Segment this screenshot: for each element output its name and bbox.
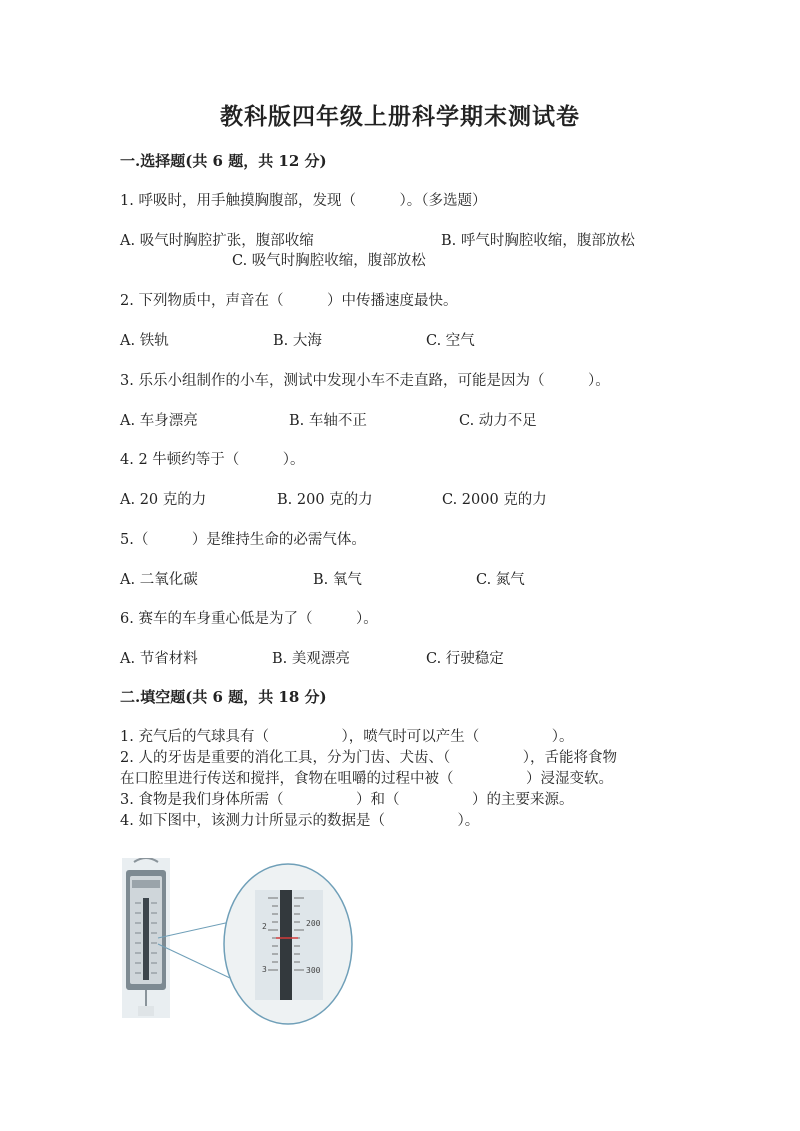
q5-option-c: C. 氮气 (476, 572, 525, 588)
q6-option-c: C. 行驶稳定 (426, 651, 504, 667)
scale-right-label-200: 200 (306, 919, 321, 928)
fill-line-2: 2. 人的牙齿是重要的消化工具，分为门齿、犬齿、（ ），舌能将食物 (120, 750, 617, 766)
q4-option-b: B. 200 克的力 (277, 492, 373, 508)
question-3: 3. 乐乐小组制作的小车，测试中发现小车不走直路，可能是因为（ ）。 (120, 373, 610, 389)
q1-option-b: B. 呼气时胸腔收缩，腹部放松 (441, 233, 635, 249)
scale-right-label-300: 300 (306, 966, 321, 975)
question-2: 2. 下列物质中，声音在（ ）中传播速度最快。 (120, 293, 458, 309)
scale-left-label-3: 3 (262, 965, 267, 974)
q6-option-b: B. 美观漂亮 (272, 651, 350, 667)
magnified-scale-view (224, 864, 352, 1024)
q4-option-a: A. 20 克的力 (120, 492, 207, 508)
section-2-heading: 二.填空题(共 6 题，共 18 分) (120, 688, 327, 706)
question-1: 1. 呼吸时，用手触摸胸腹部，发现（ ）。（多选题） (120, 193, 487, 209)
fill-line-5: 4. 如下图中，该测力计所显示的数据是（ ）。 (120, 813, 480, 829)
question-4: 4. 2 牛顿约等于（ ）。 (120, 452, 305, 468)
fill-line-4: 3. 食物是我们身体所需（ ）和（ ）的主要来源。 (120, 792, 574, 808)
q2-option-a: A. 铁轨 (120, 333, 169, 349)
q3-option-a: A. 车身漂亮 (120, 413, 198, 429)
q4-option-c: C. 2000 克的力 (442, 492, 547, 508)
spring-scale-illustration (122, 858, 170, 1018)
scale-left-label-2: 2 (262, 922, 267, 931)
q2-option-b: B. 大海 (273, 333, 322, 349)
fill-line-1: 1. 充气后的气球具有（ ），喷气时可以产生（ ）。 (120, 729, 574, 745)
q6-option-a: A. 节省材料 (120, 651, 198, 667)
section-1-heading: 一.选择题(共 6 题，共 12 分) (120, 152, 327, 170)
question-5: 5.（ ）是维持生命的必需气体。 (120, 532, 366, 548)
q5-option-b: B. 氧气 (313, 572, 362, 588)
q3-option-c: C. 动力不足 (459, 413, 537, 429)
q2-option-c: C. 空气 (426, 333, 475, 349)
spring-scale-figure (118, 858, 358, 1030)
fill-line-3: 在口腔里进行传送和搅拌，食物在咀嚼的过程中被（ ）浸湿变软。 (120, 771, 613, 787)
q1-option-c: C. 吸气时胸腔收缩，腹部放松 (232, 253, 426, 269)
question-6: 6. 赛车的车身重心低是为了（ ）。 (120, 611, 378, 627)
q3-option-b: B. 车轴不正 (289, 413, 367, 429)
q5-option-a: A. 二氧化碳 (120, 572, 198, 588)
page-title: 教科版四年级上册科学期末测试卷 (220, 103, 580, 130)
q1-option-a: A. 吸气时胸腔扩张，腹部收缩 (120, 233, 314, 249)
